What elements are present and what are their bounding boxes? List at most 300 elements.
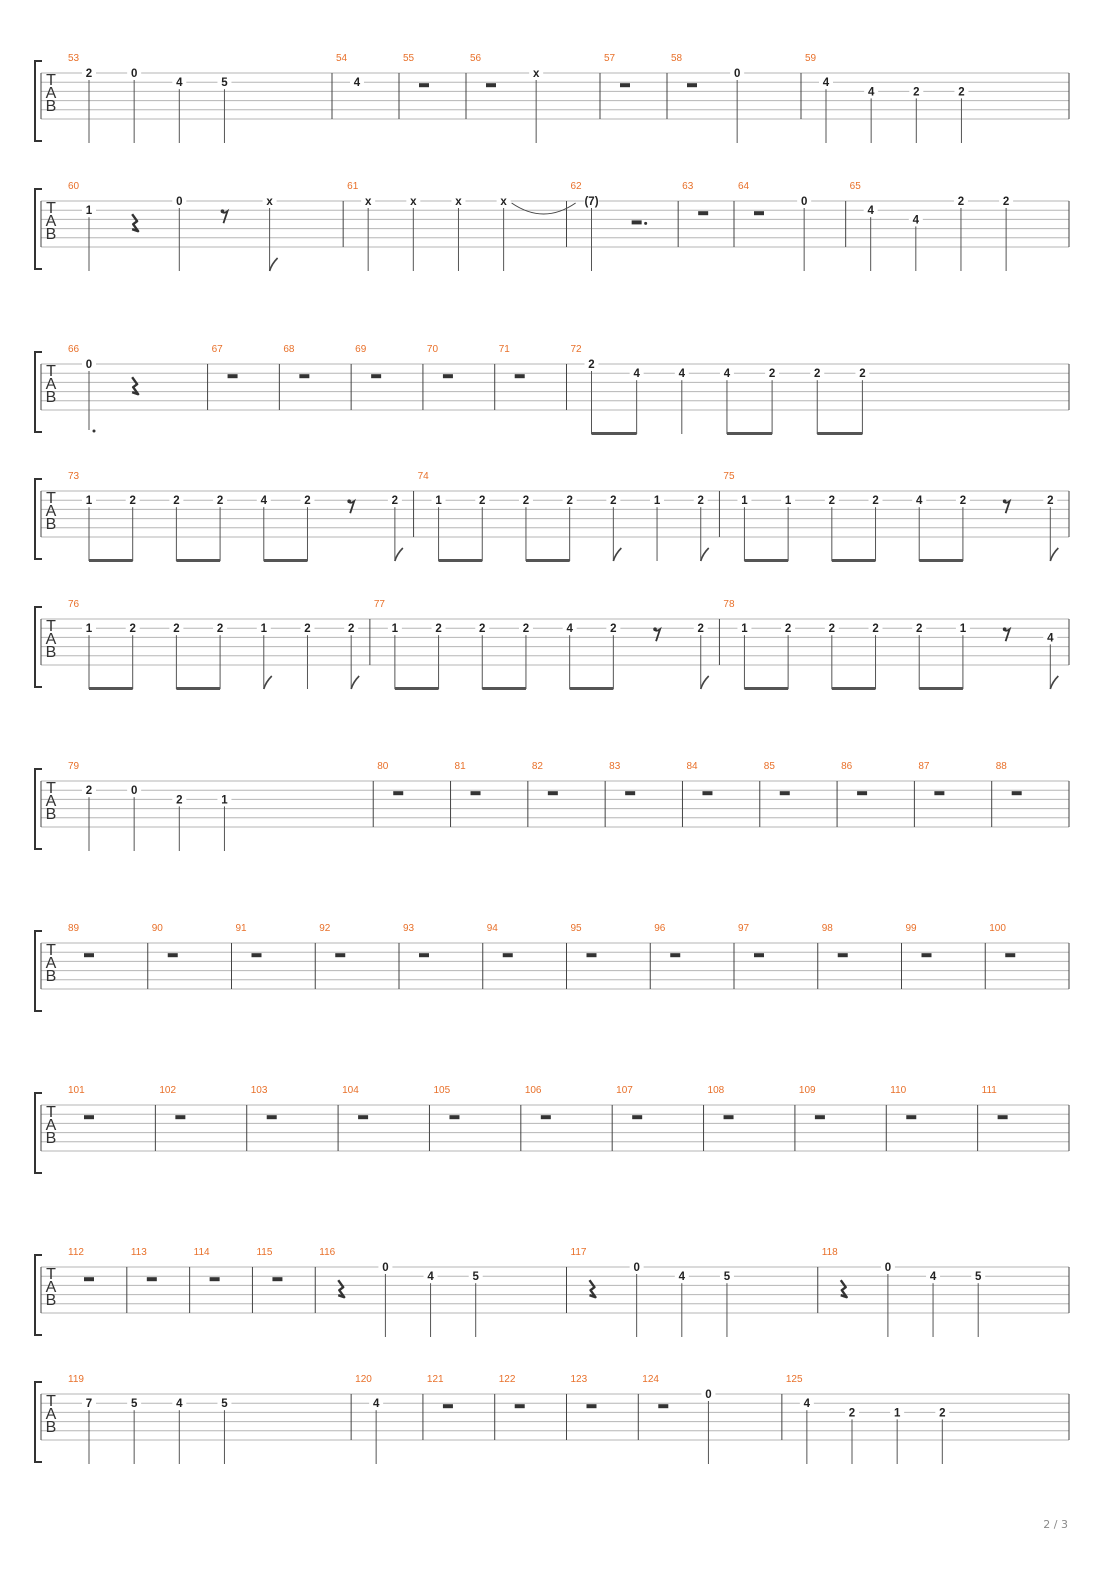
measure-number: 87: [918, 761, 930, 772]
fret-number: 0: [800, 196, 808, 208]
rest-whole: [358, 1115, 368, 1119]
fret-number: 4: [1047, 632, 1054, 645]
measure: [818, 923, 848, 989]
measure-number: 94: [486, 923, 498, 934]
measure-number: 105: [433, 1085, 451, 1096]
rest-whole: [84, 953, 94, 957]
measure-number: 93: [403, 923, 415, 934]
measure-number: 78: [723, 599, 735, 610]
measure: [600, 53, 630, 119]
measure-number: 101: [68, 1085, 85, 1096]
rest-whole: [419, 953, 429, 957]
tab-clef-letter: T: [46, 72, 56, 90]
measure-number: 58: [671, 53, 683, 64]
fret-number: x: [500, 196, 507, 208]
fret-number: 4: [929, 1271, 937, 1284]
fret-number: 4: [372, 1398, 380, 1411]
measure-number: 55: [403, 53, 415, 64]
note-beam: [570, 687, 614, 690]
fret-number: 4: [353, 77, 361, 90]
tab-clef-letter: A: [45, 1279, 57, 1297]
fret-number: 1: [741, 495, 748, 508]
fret-number: 2: [304, 623, 311, 636]
measure: [678, 181, 708, 247]
measure-number: 114: [193, 1247, 210, 1258]
measure: [351, 1374, 383, 1464]
measure-number: 65: [849, 181, 861, 192]
measure: [399, 923, 429, 989]
tab-system: [35, 344, 1069, 435]
rest-whole: [698, 211, 708, 215]
measure: [315, 923, 345, 989]
fret-number: 2: [939, 1407, 946, 1420]
measure: [521, 1085, 551, 1151]
fret-number: 4: [427, 1271, 434, 1284]
measure: [567, 923, 597, 989]
rest-whole: [371, 374, 381, 378]
measure-number: 68: [283, 344, 295, 355]
measure-number: 56: [470, 53, 482, 64]
fret-number: 2: [1002, 196, 1010, 208]
fret-number: 1: [741, 623, 748, 636]
fret-number: 5: [221, 1398, 228, 1411]
note-flag: [270, 258, 278, 271]
rest-whole: [587, 1404, 597, 1408]
tab-clef-letter: B: [45, 1292, 57, 1310]
measure-number: 59: [805, 53, 817, 64]
measure-number: 67: [211, 344, 223, 355]
tab-system: [35, 761, 1069, 851]
rest-whole: [906, 1115, 916, 1119]
tab-clef-letter: T: [46, 490, 56, 508]
measure: [567, 344, 870, 435]
tab-clef-letter: B: [45, 806, 57, 824]
tab-system: [35, 599, 1069, 690]
fret-number: 2: [435, 623, 442, 636]
rest-eighth: [654, 629, 660, 641]
measure-number: 110: [890, 1085, 907, 1096]
tab-clef-letter: T: [46, 1266, 56, 1284]
fret-number: 2: [768, 368, 776, 381]
rest-whole: [998, 1115, 1008, 1119]
rest-whole: [541, 1115, 551, 1119]
note-beam: [176, 559, 220, 562]
measure: [68, 181, 278, 271]
rest-eighth-dot: [653, 627, 657, 631]
measure-number: 108: [707, 1085, 725, 1096]
fret-number: 2: [814, 368, 821, 381]
tab-clef-letter: T: [46, 780, 56, 798]
tab-clef-letter: B: [45, 226, 57, 244]
fret-number: 0: [130, 68, 138, 80]
rest-whole: [838, 953, 848, 957]
measure: [638, 1374, 715, 1464]
fret-number: (7): [584, 196, 599, 208]
fret-number: 4: [678, 368, 686, 381]
tab-clef-letter: A: [45, 503, 57, 521]
tab-clef-letter: A: [45, 1117, 57, 1135]
measure: [978, 1085, 1008, 1151]
measure: [795, 1085, 825, 1151]
fret-number: 2: [479, 623, 486, 636]
fret-number: 4: [916, 495, 923, 508]
fret-number: 0: [176, 196, 183, 208]
measure: [837, 761, 867, 827]
fret-number: 2: [828, 495, 836, 508]
measure: [719, 471, 1058, 562]
measure: [567, 1247, 734, 1337]
measure-number: 125: [785, 1374, 803, 1385]
measure: [351, 344, 381, 410]
fret-number: 1: [221, 794, 228, 807]
measure-number: 72: [570, 344, 582, 355]
rest-eighth: [1004, 501, 1010, 513]
note-beam: [176, 687, 220, 690]
measure-number: 95: [570, 923, 582, 934]
note-beam: [89, 687, 133, 690]
note-flag: [613, 548, 621, 561]
tab-clef-letter: B: [45, 389, 57, 407]
fret-number: 2: [913, 86, 920, 99]
fret-number: 2: [216, 623, 224, 636]
measure: [567, 1374, 597, 1440]
rest-whole: [780, 791, 790, 795]
tab-clef-letter: A: [45, 1406, 57, 1424]
fret-number: 7: [85, 1398, 93, 1411]
fret-number: 2: [85, 785, 93, 798]
fret-number: 5: [130, 1398, 138, 1411]
fret-number: 2: [697, 623, 704, 636]
measure: [734, 181, 811, 271]
measure-number: 64: [738, 181, 750, 192]
measure-number: 109: [798, 1085, 816, 1096]
measure: [902, 923, 932, 989]
rest-whole: [754, 211, 764, 215]
measure: [399, 53, 429, 119]
rest-whole: [443, 374, 453, 378]
tab-clef-letter: T: [46, 618, 56, 636]
measure: [760, 761, 790, 827]
rest-whole: [815, 1115, 825, 1119]
measure: [332, 53, 364, 119]
measure: [373, 761, 403, 827]
fret-number: 1: [260, 623, 267, 636]
measure-number: 76: [68, 599, 80, 610]
measure-number: 113: [130, 1247, 147, 1258]
note-beam: [482, 687, 526, 690]
fret-number: 2: [958, 86, 965, 99]
rest-whole: [419, 83, 429, 87]
measure-number: 86: [841, 761, 853, 772]
fret-number: 0: [633, 1262, 640, 1274]
tab-clef-letter: A: [45, 376, 57, 394]
measure-number: 74: [417, 471, 429, 482]
measure-number: 63: [682, 181, 694, 192]
measure-number: 123: [570, 1374, 588, 1385]
fret-number: 0: [884, 1262, 892, 1274]
measure-number: 91: [235, 923, 247, 934]
rest-whole: [486, 83, 496, 87]
tab-clef-letter: B: [45, 98, 57, 116]
fret-number: 4: [260, 495, 267, 508]
fret-number: 2: [859, 368, 866, 381]
fret-number: x: [410, 196, 417, 208]
measure-number: 89: [68, 923, 80, 934]
note-dot: [93, 430, 96, 433]
rest-whole: [267, 1115, 277, 1119]
rest-whole: [228, 374, 238, 378]
note-flag: [351, 676, 359, 689]
measure-number: 53: [68, 53, 80, 64]
rest-whole: [632, 1115, 642, 1119]
rest-eighth-dot: [347, 499, 351, 503]
fret-number: 1: [435, 495, 442, 508]
fret-number: 4: [176, 1398, 183, 1411]
measure: [495, 344, 525, 410]
tab-clef-letter: T: [46, 942, 56, 960]
measure-number: 115: [256, 1247, 273, 1258]
tab-system: [35, 471, 1069, 562]
measure-number: 103: [250, 1085, 268, 1096]
rest-quarter: [132, 214, 138, 231]
rest-whole: [252, 953, 262, 957]
measure: [68, 1374, 231, 1464]
fret-number: 2: [129, 495, 136, 508]
note-beam: [832, 559, 876, 562]
measure-number: 102: [159, 1085, 177, 1096]
rest-whole: [449, 1115, 459, 1119]
note-flag: [1050, 548, 1058, 561]
measure-number: 70: [426, 344, 439, 355]
rest-whole: [175, 1115, 185, 1119]
note-beam: [89, 559, 133, 562]
measure-number: 79: [68, 761, 80, 772]
tab-clef-letter: A: [45, 793, 57, 811]
measure: [279, 344, 309, 410]
note-flag: [701, 676, 709, 689]
fret-number: 1: [391, 623, 399, 636]
measure: [567, 181, 648, 271]
fret-number: 2: [176, 794, 183, 807]
fret-number: 5: [723, 1271, 731, 1284]
measure: [451, 761, 481, 827]
fret-number: 2: [588, 359, 595, 371]
measure-number: 119: [68, 1374, 84, 1385]
measure-number: 121: [426, 1374, 444, 1385]
measure: [155, 1085, 185, 1151]
tab-system: [35, 1085, 1069, 1173]
tab-system: [35, 53, 1069, 143]
measure-number: 57: [604, 53, 616, 64]
rest-whole: [754, 953, 764, 957]
fret-number: 1: [893, 1407, 901, 1420]
fret-number: 0: [85, 359, 93, 371]
fret-number: 2: [522, 495, 530, 508]
fret-number: 4: [633, 368, 640, 381]
rest-whole: [299, 374, 309, 378]
measure: [343, 181, 575, 271]
measure-number: 66: [68, 344, 80, 355]
fret-number: 1: [85, 623, 93, 636]
fret-number: 4: [822, 77, 830, 90]
rest-eighth: [1004, 629, 1010, 641]
fret-number: 5: [472, 1271, 479, 1284]
fret-number: 2: [1047, 495, 1054, 508]
note-beam: [744, 559, 788, 562]
measure-number: 80: [377, 761, 389, 772]
measure: [127, 1247, 157, 1313]
fret-number: 4: [867, 205, 874, 218]
rest-whole: [471, 791, 481, 795]
fret-number: 2: [872, 623, 879, 636]
note-flag: [264, 676, 272, 689]
measure: [528, 761, 558, 827]
measure-number: 75: [723, 471, 735, 482]
fret-number: 4: [803, 1398, 811, 1411]
rest-eighth-dot: [221, 209, 225, 213]
measure-number: 106: [524, 1085, 542, 1096]
fret-number: 4: [176, 77, 183, 90]
fret-number: 2: [959, 495, 967, 508]
measure: [985, 923, 1015, 989]
fret-number: 2: [828, 623, 836, 636]
tab-system: [35, 1374, 1069, 1464]
measure-number: 116: [319, 1247, 336, 1258]
note-beam: [919, 559, 963, 562]
fret-number: 4: [912, 214, 920, 227]
fret-number: 2: [173, 495, 180, 508]
tab-clef-letter: A: [45, 213, 57, 231]
fret-number: 2: [304, 495, 311, 508]
measure-number: 120: [355, 1374, 372, 1385]
fret-number: 4: [678, 1271, 686, 1284]
rest-dot: [644, 222, 647, 225]
measure: [782, 1374, 949, 1464]
measure: [719, 599, 1058, 690]
fret-number: 1: [653, 495, 661, 508]
tab-system: [35, 181, 1069, 271]
fret-number: 2: [216, 495, 224, 508]
rest-whole: [84, 1115, 94, 1119]
measure-number: 90: [151, 923, 163, 934]
rest-whole: [84, 1277, 94, 1281]
measure-number: 112: [68, 1247, 84, 1258]
tab-clef-letter: B: [45, 516, 57, 534]
note-beam: [832, 687, 876, 690]
fret-number: 2: [566, 495, 573, 508]
fret-number: 2: [957, 196, 965, 208]
rest-whole: [272, 1277, 282, 1281]
rest-quarter: [338, 1280, 344, 1297]
rest-whole: [393, 791, 403, 795]
fret-number: x: [532, 68, 540, 80]
rest-whole: [515, 374, 525, 378]
measure-number: 71: [498, 344, 510, 355]
tab-system: [35, 923, 1069, 1011]
fret-number: 5: [974, 1271, 982, 1284]
tab-system: [35, 1247, 1069, 1337]
measure: [423, 344, 453, 410]
measure-number: 124: [642, 1374, 659, 1385]
fret-number: 4: [566, 623, 573, 636]
fret-number: 0: [130, 785, 138, 798]
measure-number: 83: [609, 761, 621, 772]
tab-clef-letter: B: [45, 1419, 57, 1437]
rest-whole: [1012, 791, 1022, 795]
rest-whole: [515, 1404, 525, 1408]
measure-number: 62: [570, 181, 582, 192]
measure: [801, 53, 968, 143]
rest-whole: [210, 1277, 220, 1281]
note-beam: [592, 432, 637, 435]
fret-number: 2: [85, 68, 93, 80]
measure-number: 98: [821, 923, 833, 934]
measure: [605, 761, 635, 827]
measure-number: 84: [686, 761, 698, 772]
measure: [190, 1247, 220, 1313]
rest-eighth: [221, 211, 227, 223]
fret-number: 5: [221, 77, 228, 90]
rest-whole: [724, 1115, 734, 1119]
measure-number: 61: [347, 181, 359, 192]
fret-number: 2: [522, 623, 530, 636]
rest-whole: [587, 953, 597, 957]
rest-whole: [687, 83, 697, 87]
measure: [846, 181, 1013, 271]
measure-number: 122: [498, 1374, 516, 1385]
fret-number: 0: [705, 1389, 712, 1401]
tab-clef-letter: T: [46, 200, 56, 218]
measure-number: 111: [981, 1085, 997, 1096]
measure: [423, 1374, 453, 1440]
measure: [68, 761, 231, 851]
tab-clef-letter: A: [45, 955, 57, 973]
note-beam: [727, 432, 772, 435]
fret-number: 2: [697, 495, 704, 508]
tab-clef-letter: A: [45, 85, 57, 103]
note-beam: [264, 559, 308, 562]
rest-whole: [670, 953, 680, 957]
fret-number: 1: [959, 623, 967, 636]
measure: [68, 344, 138, 433]
measure: [682, 761, 712, 827]
note-beam: [919, 687, 963, 690]
rest-quarter: [590, 1280, 596, 1297]
measure-number: 82: [531, 761, 543, 772]
measure: [208, 344, 238, 410]
note-flag: [701, 548, 709, 561]
measure-number: 88: [995, 761, 1007, 772]
rest-whole: [168, 953, 178, 957]
measure-number: 77: [373, 599, 385, 610]
fret-number: 4: [723, 368, 731, 381]
measure: [68, 599, 359, 690]
measure: [315, 1247, 482, 1337]
rest-whole: [1005, 953, 1015, 957]
note-beam: [395, 687, 439, 690]
rest-whole: [503, 953, 513, 957]
measure: [992, 761, 1022, 827]
measure: [704, 1085, 734, 1151]
fret-number: 2: [610, 495, 617, 508]
note-flag: [1050, 676, 1058, 689]
fret-number: 0: [733, 68, 741, 80]
measure: [338, 1085, 368, 1151]
measure: [495, 1374, 525, 1440]
fret-number: 2: [872, 495, 879, 508]
fret-number: 0: [382, 1262, 389, 1274]
measure: [483, 923, 513, 989]
